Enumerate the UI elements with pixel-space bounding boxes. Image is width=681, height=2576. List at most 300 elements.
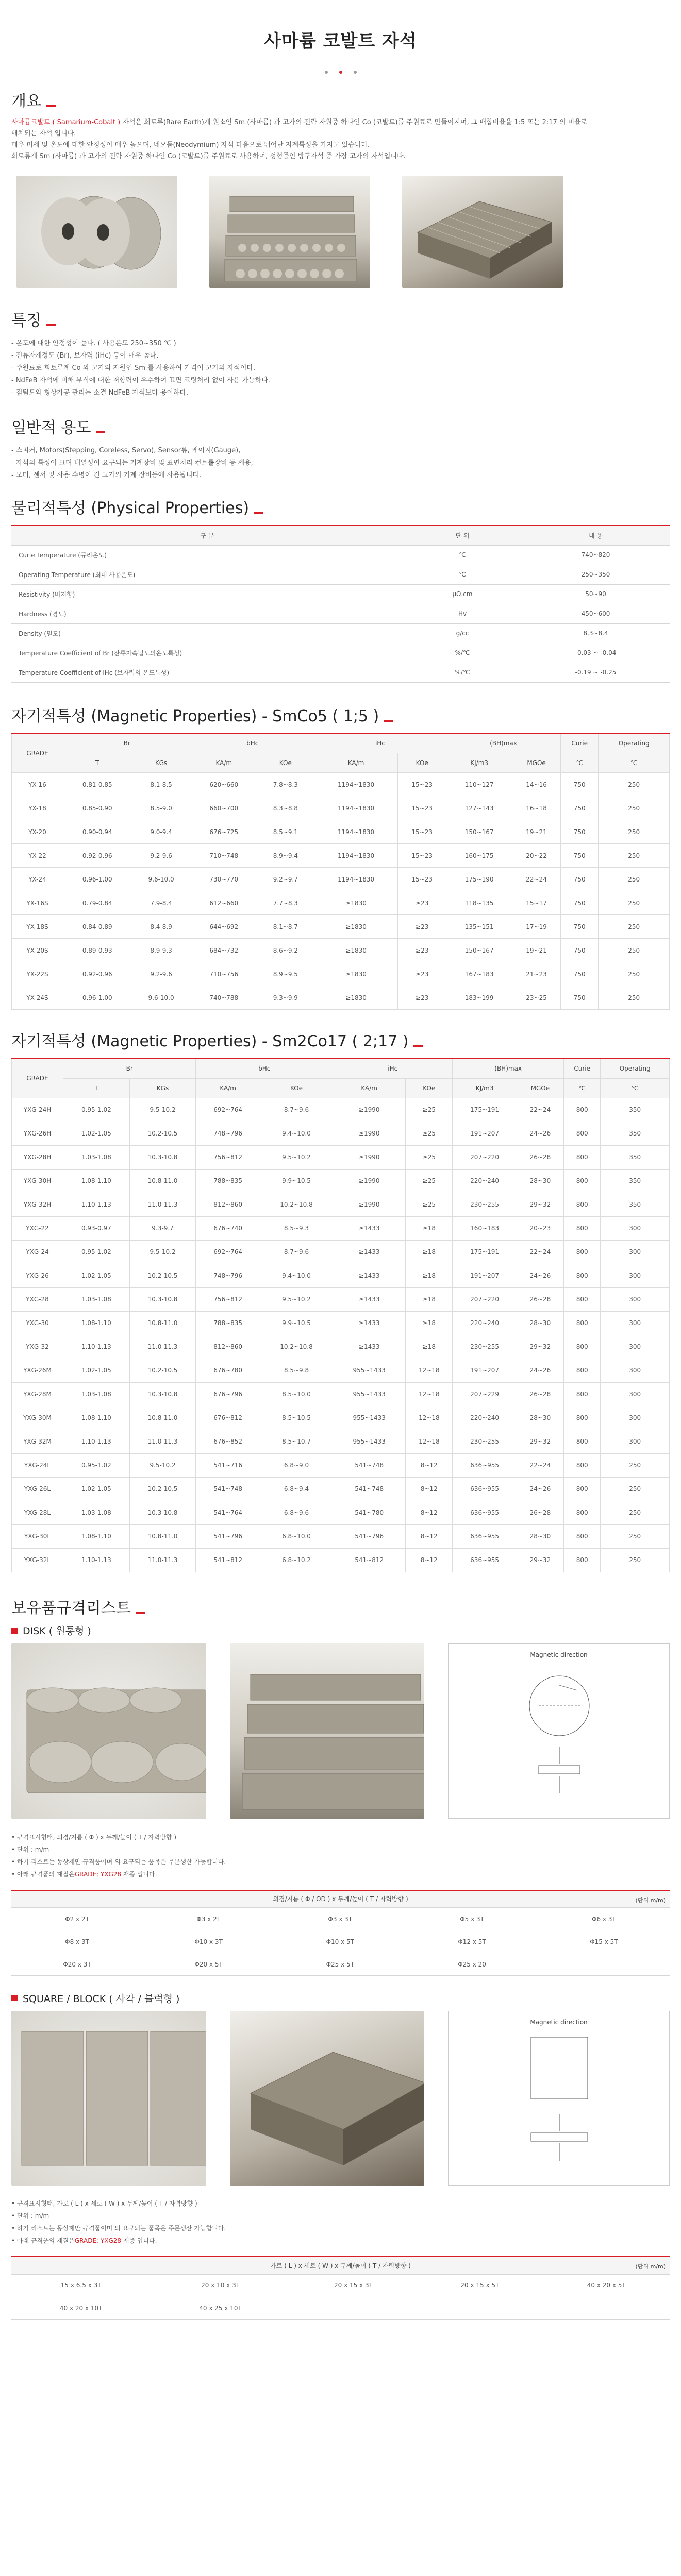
block-stack-photo xyxy=(230,2011,425,2186)
title-accent-bar xyxy=(384,720,393,722)
table-cell: 750 xyxy=(560,844,599,868)
table-cell: 8.9~9.4 xyxy=(257,844,314,868)
table-cell: 8.5~10.5 xyxy=(260,1406,333,1430)
table-cell: YX-20S xyxy=(12,939,63,962)
table-cell: 684~732 xyxy=(191,939,257,962)
table-cell: 748~796 xyxy=(196,1264,260,1287)
column-header: bHc xyxy=(191,734,314,753)
table-cell: 9.0-9.4 xyxy=(131,820,191,844)
table-row xyxy=(12,1382,670,1406)
table-cell: 10.8-11.0 xyxy=(129,1524,196,1548)
table-row xyxy=(11,2297,670,2319)
table-cell: 955~1433 xyxy=(333,1430,406,1453)
table-cell: ≥18 xyxy=(406,1216,453,1240)
table-cell: 40 x 25 x 10T xyxy=(151,2297,290,2319)
table-cell: 40 x 20 x 10T xyxy=(11,2297,151,2319)
table-cell: 19~21 xyxy=(512,820,561,844)
table-cell: YXG-24 xyxy=(12,1240,63,1264)
table-cell: 8.9-9.3 xyxy=(131,939,191,962)
title-accent-bar xyxy=(96,431,105,433)
table-cell: 10.3-10.8 xyxy=(129,1501,196,1524)
table-cell: 207~220 xyxy=(453,1145,517,1169)
table-cell: 788~835 xyxy=(196,1311,260,1335)
table-cell: YX-24S xyxy=(12,986,63,1010)
table-cell: YXG-26H xyxy=(12,1122,63,1145)
table-cell: 250 xyxy=(599,868,670,891)
table-row xyxy=(12,986,670,1010)
column-header: (BH)max xyxy=(453,1059,564,1078)
table-cell: 300 xyxy=(601,1264,670,1287)
table-row xyxy=(11,2274,670,2297)
table-row xyxy=(11,623,670,643)
table-cell: 300 xyxy=(601,1406,670,1430)
table-cell: 8.5~9.8 xyxy=(260,1359,333,1382)
table-cell: 1.03-1.08 xyxy=(63,1145,130,1169)
features-title: 특징 xyxy=(11,310,670,330)
table-cell: YXG-26M xyxy=(12,1359,63,1382)
table-cell xyxy=(543,2297,670,2319)
disk-standards-table xyxy=(11,1890,670,1976)
column-header: ℃ xyxy=(560,753,599,773)
table-cell: 7.9-8.4 xyxy=(131,891,191,915)
column-header: 내 용 xyxy=(522,526,670,545)
title-accent-bar xyxy=(254,512,263,514)
overview-title: 개요 xyxy=(11,90,670,111)
table-cell: 750 xyxy=(560,820,599,844)
table-cell: 692~764 xyxy=(196,1098,260,1122)
table-cell: 7.7~8.3 xyxy=(257,891,314,915)
table-cell: ≥23 xyxy=(398,891,446,915)
table-cell: 9.4~10.0 xyxy=(260,1122,333,1145)
column-header: Br xyxy=(63,1059,196,1078)
table-cell: 756~812 xyxy=(196,1145,260,1169)
table-row xyxy=(12,1430,670,1453)
table-cell: 11.0-11.3 xyxy=(129,1193,196,1216)
table-cell: 22~24 xyxy=(512,868,561,891)
overview-photos xyxy=(11,176,670,288)
table-cell: 0.85-0.90 xyxy=(63,796,131,820)
table-cell: ≥1433 xyxy=(333,1311,406,1335)
table-cell: 1.02-1.05 xyxy=(63,1359,130,1382)
column-header: iHc xyxy=(333,1059,453,1078)
table-cell: 14~16 xyxy=(512,773,561,796)
table-cell: 0.96-1.00 xyxy=(63,986,131,1010)
table-cell: 750 xyxy=(560,939,599,962)
table-cell: 800 xyxy=(563,1193,600,1216)
table-row xyxy=(12,1145,670,1169)
table-cell: 800 xyxy=(563,1382,600,1406)
list-item: - NdFeB 자석에 비해 부식에 대한 저항력이 우수하여 표면 코팅처리 없이 사용 가능하다. xyxy=(11,377,270,384)
table-cell: 9.9~10.5 xyxy=(260,1169,333,1193)
table-cell: 676~812 xyxy=(196,1406,260,1430)
column-header: Curie xyxy=(563,1059,600,1078)
table-cell: YXG-32L xyxy=(12,1548,63,1572)
table-cell: Φ20 x 3T xyxy=(11,1953,143,1976)
square-notes: • 규격표시형태, 가로 ( L ) x 세로 ( W ) x 두께/높이 ( T / 자력방향 ) • 단위 : m/m • 하기 리스트는 동상제만 규격품이며 외 요구되는 품목은 주문생산 가능합니다. • 아래 규격품의 재질은GRADE; YXG28 재종 입니다. xyxy=(11,2200,226,2244)
table-cell: 812~860 xyxy=(196,1193,260,1216)
column-header: iHc xyxy=(314,734,446,753)
table-cell: 300 xyxy=(601,1430,670,1453)
table-cell: 23~25 xyxy=(512,986,561,1010)
table-cell: 8.9~9.5 xyxy=(257,962,314,986)
table-row xyxy=(12,1264,670,1287)
table-cell: 676~796 xyxy=(196,1382,260,1406)
list-item: - 주원료로 희토류계 Co 와 고가의 자원인 Sm 를 사용하여 가격이 고가의 자석이다. xyxy=(11,364,256,372)
table-cell: 1.03-1.08 xyxy=(63,1501,130,1524)
table-cell: YX-22 xyxy=(12,844,63,868)
smco5-title: 자기적특성 (Magnetic Properties) - SmCo5 ( 1;5 ) xyxy=(11,705,670,726)
table-cell: 29~32 xyxy=(517,1430,563,1453)
table-row xyxy=(12,820,670,844)
table-cell: 8.4-8.9 xyxy=(131,915,191,939)
table-cell: YX-20 xyxy=(12,820,63,844)
table-cell: Φ10 x 3T xyxy=(143,1930,274,1953)
table-cell: 612~660 xyxy=(191,891,257,915)
table-cell: Density (밀도) xyxy=(11,623,403,643)
table-row xyxy=(12,891,670,915)
hero xyxy=(0,0,681,90)
table-cell: Φ10 x 5T xyxy=(274,1930,406,1953)
table-cell: 9.5~10.2 xyxy=(260,1145,333,1169)
column-header: MGOe xyxy=(517,1078,563,1098)
table-cell xyxy=(290,2297,417,2319)
table-cell: 350 xyxy=(601,1193,670,1216)
table-cell: 28~30 xyxy=(517,1524,563,1548)
usage-list xyxy=(11,445,670,482)
table-cell: 800 xyxy=(563,1406,600,1430)
table-row xyxy=(12,1359,670,1382)
table-cell: YX-24 xyxy=(12,868,63,891)
table-cell: 800 xyxy=(563,1359,600,1382)
standards-section xyxy=(11,1597,670,2320)
table-cell: 300 xyxy=(601,1335,670,1359)
table-cell: Φ20 x 5T xyxy=(143,1953,274,1976)
table-cell: 9.9~10.5 xyxy=(260,1311,333,1335)
table-cell: 800 xyxy=(563,1287,600,1311)
column-header: KJ/m3 xyxy=(446,753,512,773)
column-header: 구 분 xyxy=(11,526,403,545)
table-row xyxy=(12,1524,670,1548)
table-cell: 800 xyxy=(563,1335,600,1359)
column-header: ℃ xyxy=(601,1078,670,1098)
bullet-square-icon xyxy=(11,1628,18,1634)
table-cell: 15~17 xyxy=(512,891,561,915)
table-cell: YXG-32M xyxy=(12,1430,63,1453)
table-cell: 541~764 xyxy=(196,1501,260,1524)
table-cell xyxy=(538,1953,670,1976)
sm2co17-table xyxy=(11,1058,670,1572)
table-cell: 800 xyxy=(563,1240,600,1264)
table-cell: Temperature Coefficient of iHc (보자력의 온도특성) xyxy=(11,663,403,682)
table-cell: YX-16 xyxy=(12,773,63,796)
table-cell: 1.10-1.13 xyxy=(63,1548,130,1572)
table-cell: 6.8~9.0 xyxy=(260,1453,333,1477)
table-cell: YX-16S xyxy=(12,891,63,915)
table-cell: 12~18 xyxy=(406,1430,453,1453)
table-cell: 0.92-0.96 xyxy=(63,844,131,868)
table-cell: 220~240 xyxy=(453,1169,517,1193)
table-cell: 10.2-10.5 xyxy=(129,1122,196,1145)
features-section xyxy=(11,310,670,399)
table-row xyxy=(12,1169,670,1193)
table-cell: 740~820 xyxy=(522,545,670,565)
table-cell: 1194~1830 xyxy=(314,796,398,820)
table-cell: 800 xyxy=(563,1524,600,1548)
table-cell: ≥18 xyxy=(406,1335,453,1359)
table-row xyxy=(11,643,670,663)
table-cell: 800 xyxy=(563,1430,600,1453)
table-cell: 6.8~10.2 xyxy=(260,1548,333,1572)
dot xyxy=(325,71,328,74)
table-cell: 748~796 xyxy=(196,1122,260,1145)
table-cell: 220~240 xyxy=(453,1406,517,1430)
table-cell: YXG-30M xyxy=(12,1406,63,1430)
table-cell: 20~22 xyxy=(512,844,561,868)
table-cell: 24~26 xyxy=(517,1477,563,1501)
table-cell: 730~770 xyxy=(191,868,257,891)
table-cell: 350 xyxy=(601,1098,670,1122)
table-cell: 1.02-1.05 xyxy=(63,1264,130,1287)
table-row xyxy=(11,1953,670,1976)
table-row xyxy=(12,915,670,939)
physical-table xyxy=(11,525,670,683)
table-cell: 183~199 xyxy=(446,986,512,1010)
column-header: KGs xyxy=(131,753,191,773)
column-header: Operating xyxy=(601,1059,670,1078)
square-photos xyxy=(11,2011,670,2186)
table-cell: 250 xyxy=(601,1453,670,1477)
column-header: MGOe xyxy=(512,753,561,773)
table-cell: 10.8-11.0 xyxy=(129,1169,196,1193)
table-cell: ≥1830 xyxy=(314,915,398,939)
table-cell: 636~955 xyxy=(453,1548,517,1572)
table-cell: 800 xyxy=(563,1477,600,1501)
column-header: Curie xyxy=(560,734,599,753)
table-cell: ≥18 xyxy=(406,1264,453,1287)
table-cell: 29~32 xyxy=(517,1193,563,1216)
table-cell: 1.08-1.10 xyxy=(63,1406,130,1430)
column-header: (BH)max xyxy=(446,734,561,753)
table-cell: 207~229 xyxy=(453,1382,517,1406)
physical-section xyxy=(11,497,670,683)
table-cell: 16~18 xyxy=(512,796,561,820)
table-cell: 10.2-10.5 xyxy=(129,1477,196,1501)
table-cell: 150~167 xyxy=(446,820,512,844)
table-cell: 9.2~9.7 xyxy=(257,868,314,891)
table-cell: 29~32 xyxy=(517,1548,563,1572)
table-cell: ≥25 xyxy=(406,1122,453,1145)
table-cell: Φ2 x 2T xyxy=(11,1908,143,1930)
table-cell: ≥1433 xyxy=(333,1335,406,1359)
table-cell: 1194~1830 xyxy=(314,820,398,844)
table-row xyxy=(12,1501,670,1524)
table-cell: 10.3-10.8 xyxy=(129,1287,196,1311)
table-row xyxy=(12,1406,670,1430)
table-cell: 167~183 xyxy=(446,962,512,986)
disk-stack-photo xyxy=(230,1643,425,1819)
table-cell: YXG-28H xyxy=(12,1145,63,1169)
table-cell: 10.2-10.5 xyxy=(129,1264,196,1287)
table-cell: Φ8 x 3T xyxy=(11,1930,143,1953)
table-cell: 300 xyxy=(601,1359,670,1382)
table-cell: 207~220 xyxy=(453,1287,517,1311)
table-row xyxy=(12,868,670,891)
rod-magnets-photo xyxy=(209,176,370,288)
table-cell: %/℃ xyxy=(403,663,522,682)
table-cell: 6.8~9.6 xyxy=(260,1501,333,1524)
overview-section xyxy=(11,90,670,288)
table-cell: 8.3~8.8 xyxy=(257,796,314,820)
table-cell: 19~21 xyxy=(512,939,561,962)
table-row xyxy=(12,1548,670,1572)
table-cell: 710~748 xyxy=(191,844,257,868)
header-row xyxy=(12,1078,670,1098)
table-row xyxy=(12,844,670,868)
table-cell: ≥1990 xyxy=(333,1145,406,1169)
table-cell: 676~740 xyxy=(196,1216,260,1240)
table-cell: 1.08-1.10 xyxy=(63,1169,130,1193)
disk-subtitle: DISK ( 원통형 ) xyxy=(11,1623,670,1638)
table-cell: 750 xyxy=(560,962,599,986)
table-cell: 812~860 xyxy=(196,1335,260,1359)
table-cell: -0.19 ~ -0.25 xyxy=(522,663,670,682)
table-cell: 636~955 xyxy=(453,1453,517,1477)
table-cell: 750 xyxy=(560,868,599,891)
table-cell: 541~812 xyxy=(196,1548,260,1572)
table-cell: 11.0-11.3 xyxy=(129,1548,196,1572)
table-cell: 740~788 xyxy=(191,986,257,1010)
block-magnets-photo xyxy=(11,2011,206,2186)
table-cell: YXG-24H xyxy=(12,1098,63,1122)
table-cell: 250 xyxy=(601,1501,670,1524)
table-cell: 350 xyxy=(601,1122,670,1145)
table-cell: 8.5~10.7 xyxy=(260,1430,333,1453)
table-cell: ≥23 xyxy=(398,915,446,939)
table-cell: 20 x 15 x 3T xyxy=(290,2274,417,2297)
table-cell: Operating Temperature (최대 사용온도) xyxy=(11,565,403,584)
table-cell: 15~23 xyxy=(398,844,446,868)
table-cell: 692~764 xyxy=(196,1240,260,1264)
table-cell: 17~19 xyxy=(512,915,561,939)
table-cell: Φ3 x 2T xyxy=(143,1908,274,1930)
table-cell: 20 x 15 x 5T xyxy=(417,2274,543,2297)
table-cell: ≥1433 xyxy=(333,1287,406,1311)
table-cell: 1.03-1.08 xyxy=(63,1287,130,1311)
table-cell: 175~191 xyxy=(453,1098,517,1122)
table-cell: 620~660 xyxy=(191,773,257,796)
table-cell: 541~796 xyxy=(333,1524,406,1548)
table-cell: 1.03-1.08 xyxy=(63,1382,130,1406)
table-cell: 12~18 xyxy=(406,1382,453,1406)
table-cell: 118~135 xyxy=(446,891,512,915)
table-cell: ≥18 xyxy=(406,1240,453,1264)
table-cell: Resistivity (비저항) xyxy=(11,584,403,604)
table-cell: 250 xyxy=(599,844,670,868)
table-cell: YXG-30 xyxy=(12,1311,63,1335)
table-cell: 541~748 xyxy=(333,1453,406,1477)
table-row xyxy=(12,1122,670,1145)
column-header: ℃ xyxy=(563,1078,600,1098)
table-cell: 250 xyxy=(599,820,670,844)
list-item: - 자석의 특성이 크며 내열성이 요구되는 기계장비 및 표면처리 컨트롤장비 등 세용, xyxy=(11,459,253,467)
table-cell: 9.6-10.0 xyxy=(131,868,191,891)
column-header: KA/m xyxy=(191,753,257,773)
disk-photos xyxy=(11,1643,670,1819)
table-cell: 750 xyxy=(560,915,599,939)
smco5-section xyxy=(11,705,670,1010)
table-cell: ≥1830 xyxy=(314,986,398,1010)
table-cell: 644~692 xyxy=(191,915,257,939)
column-header: ℃ xyxy=(599,753,670,773)
table-cell: %/℃ xyxy=(403,643,522,663)
table-cell: 8.5~10.0 xyxy=(260,1382,333,1406)
table-cell: Φ25 x 5T xyxy=(274,1953,406,1976)
header-row xyxy=(12,734,670,753)
table-cell: 800 xyxy=(563,1264,600,1287)
table-cell: YXG-26L xyxy=(12,1477,63,1501)
table-cell: 15~23 xyxy=(398,820,446,844)
table-cell: 0.93-0.97 xyxy=(63,1216,130,1240)
overview-text: 사마륨코발트 ( Samarium-Cobalt ) 자석은 희토류(Rare Earth)계 원소인 Sm (사마륨) 과 고가의 전략 자원중 하나인 Co (코발트)를 주원료로 만들어지며, 그 배합비율을 1:5 또는 2:17 의 비율로 배치되는 자석 입니다. 매우 미세 및 온도에 대한 안정성이 매우 높으며, 네오듐(Neodymium) 자석 다음으로 뛰어난 자계특성을 가지고 있습니다. 희토류계 Sm (사마륨) 과 고가의 전략 자원중 하나인 Co (코발트)를 주원료로 사용하며, 성형중인 방구자석 중 가장 고가의 자석입니다. xyxy=(11,118,588,160)
square-subtitle: SQUARE / BLOCK ( 사각 / 블럭형 ) xyxy=(11,1990,670,2006)
table-row xyxy=(11,1930,670,1953)
table-row xyxy=(12,1477,670,1501)
table-cell: ≥25 xyxy=(406,1098,453,1122)
header-row xyxy=(12,1059,670,1078)
table-cell: 6.8~9.4 xyxy=(260,1477,333,1501)
table-cell: 9.4~10.0 xyxy=(260,1264,333,1287)
column-header: GRADE xyxy=(12,734,63,773)
table-cell: 800 xyxy=(563,1145,600,1169)
table-cell: 250 xyxy=(599,962,670,986)
table-cell: 220~240 xyxy=(453,1311,517,1335)
table-cell: 8.1-8.5 xyxy=(131,773,191,796)
table-cell: 9.2-9.6 xyxy=(131,844,191,868)
table-cell: YX-22S xyxy=(12,962,63,986)
column-header: bHc xyxy=(196,1059,333,1078)
table-cell: 660~700 xyxy=(191,796,257,820)
table-cell: 955~1433 xyxy=(333,1359,406,1382)
table-cell: 8.7~9.6 xyxy=(260,1240,333,1264)
table-cell: 135~151 xyxy=(446,915,512,939)
table-row xyxy=(12,962,670,986)
table-cell: 955~1433 xyxy=(333,1406,406,1430)
column-header: T xyxy=(63,1078,130,1098)
title-accent-bar xyxy=(413,1045,423,1047)
table-cell: 10.3-10.8 xyxy=(129,1145,196,1169)
table-cell: 28~30 xyxy=(517,1169,563,1193)
table-cell: -0.03 ~ -0.04 xyxy=(522,643,670,663)
table-row xyxy=(12,796,670,820)
column-header: KGs xyxy=(129,1078,196,1098)
table-cell: 15 x 6.5 x 3T xyxy=(11,2274,151,2297)
table-cell: 8~12 xyxy=(406,1548,453,1572)
table-cell: Φ12 x 5T xyxy=(406,1930,538,1953)
table-cell: ≥25 xyxy=(406,1193,453,1216)
table-cell: 8~12 xyxy=(406,1501,453,1524)
table-cell: 756~812 xyxy=(196,1287,260,1311)
disk-magnetic-direction-diagram: Magnetic direction xyxy=(448,1643,670,1819)
table-cell: 191~207 xyxy=(453,1264,517,1287)
table-cell: 1.10-1.13 xyxy=(63,1430,130,1453)
table-cell: 250 xyxy=(599,939,670,962)
table-cell: 636~955 xyxy=(453,1477,517,1501)
table-cell: 110~127 xyxy=(446,773,512,796)
table-cell: 11.0-11.3 xyxy=(129,1430,196,1453)
list-item: - 모터, 센서 및 사용 수명이 긴 고가의 기계 장비등에 사용됩니다. xyxy=(11,471,202,479)
table-cell: 8.5~9.3 xyxy=(260,1216,333,1240)
table-cell: 10.2~10.8 xyxy=(260,1193,333,1216)
